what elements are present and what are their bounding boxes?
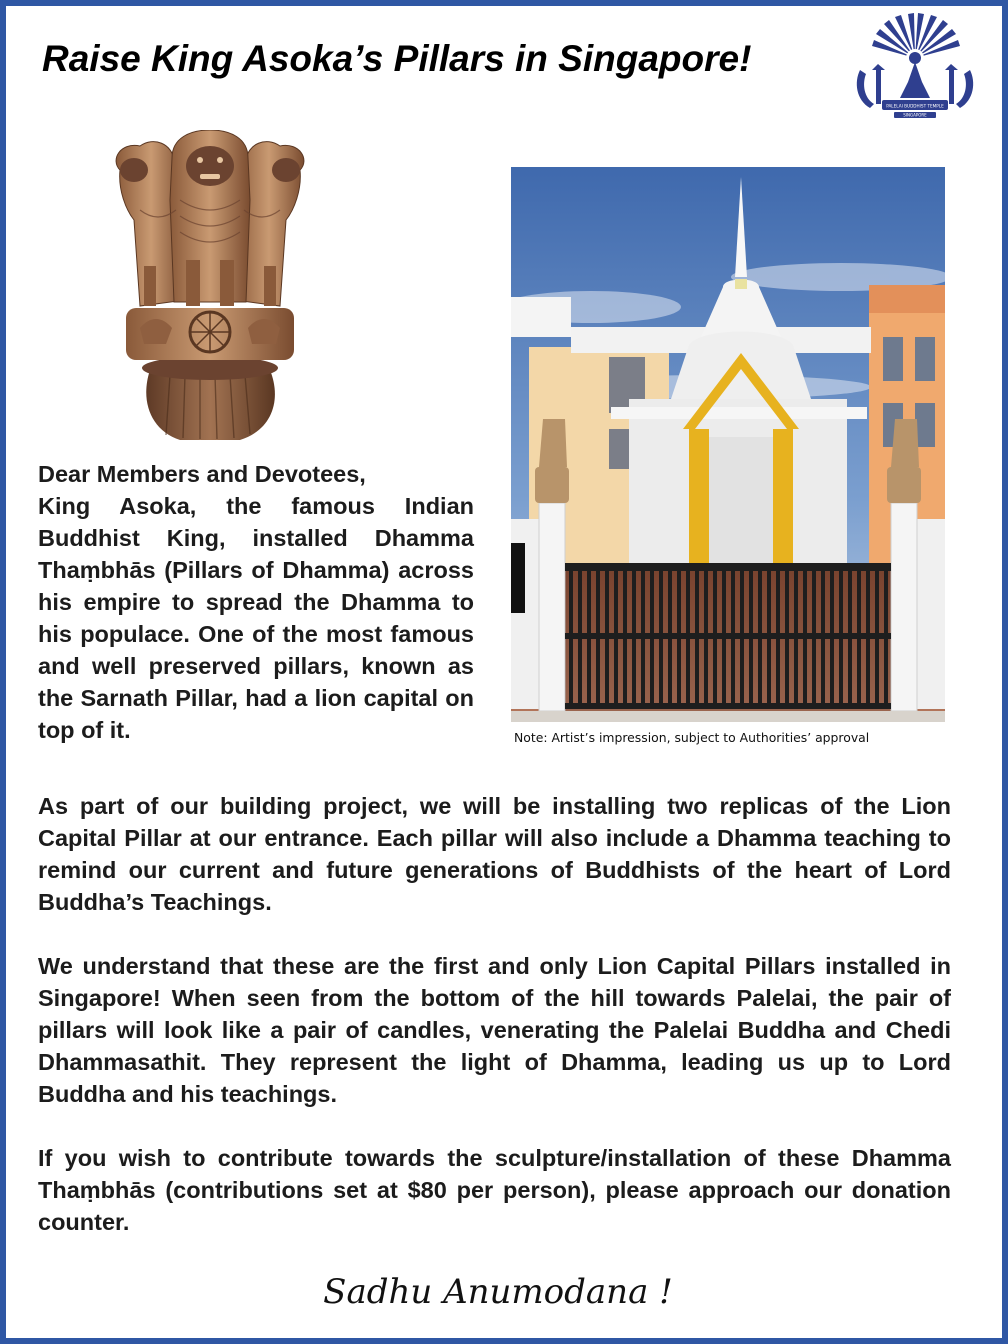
first-pillars-paragraph: We understand that these are the first and only Lion Capital Pillars installed in Singapore! When seen from the bottom of the hill towards Palelai, the pair of pillars will look like a pair of candles, venerating the Palelai Buddha and Chedi Dhammasathit. They represent the light of Dhamma, leading us up to Lord Buddha and his teachings. bbox=[38, 953, 951, 1107]
gate-bar bbox=[641, 571, 645, 705]
gate-bar bbox=[848, 571, 852, 705]
gate-bar bbox=[767, 571, 771, 705]
gate-bar bbox=[875, 571, 879, 705]
gate-bar bbox=[884, 571, 888, 705]
lion-capital-image bbox=[100, 130, 320, 450]
gate-bar bbox=[821, 571, 825, 705]
gate-bar bbox=[704, 571, 708, 705]
gate-bar bbox=[857, 571, 861, 705]
gate-bar bbox=[614, 571, 618, 705]
gate-bar bbox=[695, 571, 699, 705]
intro-body: King Asoka, the famous Indian Buddhist King, installed Dhamma Thaṃbhās (Pillars of Dhamma) across his empire to spread the Dhamma to his populace. One of the most famous and well preserved pillars, known as the Sarnath Pillar, had a lion capital on top of it. bbox=[38, 493, 474, 743]
gate-bar bbox=[578, 571, 582, 705]
gate-bar bbox=[722, 571, 726, 705]
gate-bar bbox=[677, 571, 681, 705]
gate-bar bbox=[713, 571, 717, 705]
gate-bar bbox=[812, 571, 816, 705]
gate-bar bbox=[785, 571, 789, 705]
logo-text: PALELAI BUDDHIST TEMPLE bbox=[886, 103, 944, 109]
gate-bar bbox=[776, 571, 780, 705]
render-caption: Note: Artist’s impression, subject to Authorities’ approval bbox=[514, 730, 870, 745]
temple-logo bbox=[852, 12, 978, 124]
gate-bar bbox=[605, 571, 609, 705]
gate-bar bbox=[866, 571, 870, 705]
greeting-line: Dear Members and Devotees, bbox=[38, 461, 366, 487]
gate-bar bbox=[830, 571, 834, 705]
gate-bar bbox=[632, 571, 636, 705]
contribution-paragraph: If you wish to contribute towards the sculpture/installation of these Dhamma Thaṃbhās (contributions set at $80 per person), please approach our donation counter. bbox=[38, 1145, 951, 1235]
gate-bar bbox=[596, 571, 600, 705]
gate-bar bbox=[731, 571, 735, 705]
gate-bar bbox=[839, 571, 843, 705]
closing-blessing: Sadhu Anumodana ! bbox=[323, 1272, 673, 1312]
gate-bar bbox=[794, 571, 798, 705]
building-project-paragraph: As part of our building project, we will be installing two replicas of the Lion Capital Pillar at our entrance. Each pillar will also include a Dhamma teaching to remind our current and future generations of Buddhists of the heart of Lord Buddha’s Teachings. bbox=[38, 793, 951, 915]
gate-bar bbox=[659, 571, 663, 705]
logo-subtext: SINGAPORE bbox=[903, 112, 927, 118]
gate-bar bbox=[668, 571, 672, 705]
gate-bar bbox=[569, 571, 573, 705]
gate-bar bbox=[686, 571, 690, 705]
gate-bar bbox=[650, 571, 654, 705]
entrance-rendering-image bbox=[511, 167, 945, 722]
intro-paragraph bbox=[38, 458, 474, 746]
gate-bar bbox=[740, 571, 744, 705]
gate-bar bbox=[587, 571, 591, 705]
gate-bar bbox=[803, 571, 807, 705]
gate-bar bbox=[623, 571, 627, 705]
gate-bar bbox=[749, 571, 753, 705]
page-title: Raise King Asoka’s Pillars in Singapore! bbox=[42, 38, 752, 79]
gate-bar bbox=[758, 571, 762, 705]
